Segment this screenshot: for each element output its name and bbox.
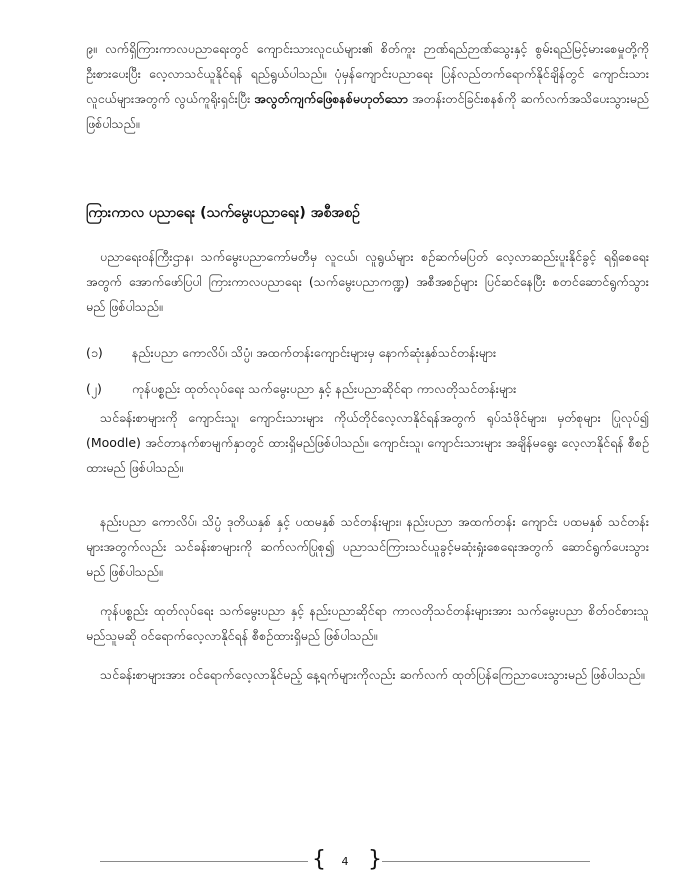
paragraph-lessons: သင်ခန်းစာများကို ကျောင်းသူ၊ ကျောင်းသားများ ကိုယ်တိုင်လေ့လာနိုင်ရန်အတွက် ရုပ်သံဖိုင်များ၊ မှတ်စုများ ပြုလုပ်၍ (Moodle) အင်တာနက်စာမျက်နှာတွင် ထားရှိမည်ဖြစ်ပါသည်။ ကျောင်းသူ၊ ကျောင်းသားများ အချိန်မရွေး လေ့လာနိုင်ရန် စီစဉ်ထားမည် ဖြစ်ပါသည်။	[86, 410, 649, 475]
list-item-number: (၂)	[86, 381, 102, 396]
footer-rule-left	[100, 861, 308, 862]
paragraph-short-courses: ကုန်ပစ္စည်း ထုတ်လုပ်ရေး သက်မွေးပညာ နှင့် နည်းပညာဆိုင်ရာ ကာလတိုသင်တန်းများအား သက်မွေးပညာ စိတ်ဝင်စားသူ မည်သူမဆို ဝင်ရောက်လေ့လာနိုင်ရန် စီစဉ်ထားရှိမည် ဖြစ်ပါသည်။	[86, 603, 649, 643]
paragraph-9	[86, 36, 649, 136]
paragraph-courses: နည်းပညာ ကောလိပ်၊ သိပ္ပံ ဒုတိယနှစ် နှင့် ပထမနှစ် သင်တန်းများ၊ နည်းပညာ အထက်တန်း ကျောင်း ပထမနှစ် သင်တန်းများအတွက်လည်း သင်ခန်းစာများကို ဆက်လက်ပြုစု၍ ပညာသင်ကြားသင်ယူခွင့်မဆုံးရှုံးစေရေးအတွက် ဆောင်ရွက်ပေးသွားမည် ဖြစ်ပါသည်။	[86, 514, 649, 579]
list-item-number: (၁)	[86, 345, 103, 360]
paragraph-intro: ပညာရေးဝန်ကြီးဌာန၊ သက်မွေးပညာကော်မတီမှ လူငယ်၊ လူရွယ်များ စဉ်ဆက်မပြတ် လေ့လာဆည်းပူးနိုင်ခွင့် ရရှိစေရေးအတွက် အောက်ဖော်ပြပါ ကြားကာလပညာရေး (သက်မွေးပညာကဏ္ဍ) အစီအစဉ်များ ပြင်ဆင်နေပြီး စတင်ဆောင်ရွက်သွားမည် ဖြစ်ပါသည်။	[86, 249, 649, 314]
footer-brace-right: }	[368, 847, 382, 872]
page-footer	[100, 847, 590, 874]
list-item-text: နည်းပညာ ကောလိပ်၊ သိပ္ပံ၊ အထက်တန်းကျောင်းများမှ နောက်ဆုံးနှစ်သင်တန်းများ	[132, 345, 497, 360]
footer-rule-right	[382, 861, 590, 862]
paragraph-9-bold: အလွတ်ကျက်ဖြေစနစ်မဟုတ်သော	[254, 91, 408, 106]
paragraph-9-end: အတန်းတင်ခြင်းစနစ်ကို ဆက်လက်အသိပေးသွားမည် ဖြစ်ပါသည်။	[86, 91, 649, 131]
paragraph-dates: သင်ခန်းစာများအား ဝင်ရောက်လေ့လာနိုင်မည့် နေ့ရက်များကိုလည်း ဆက်လက် ထုတ်ပြန်ကြေညာပေးသွားမည် ဖြစ်ပါသည်။	[100, 667, 645, 682]
list-item-text: ကုန်ပစ္စည်း ထုတ်လုပ်ရေး သက်မွေးပညာ နှင့် နည်းပညာဆိုင်ရာ ကာလတိုသင်တန်းများ	[132, 381, 517, 396]
page-number: 4	[341, 855, 349, 868]
section-heading: ကြားကာလ ပညာရေး (သက်မွေးပညာရေး) အစီအစဉ်	[86, 205, 360, 221]
paragraph-9-text: ၉။ လက်ရှိကြားကာလပညာရေးတွင် ကျောင်းသားလူငယ်များ၏ စိတ်ကူး ဉာဏ်ရည်ဉာဏ်သွေးနှင့် စွမ်းရည်မြင့်မားစေမှုတို့ကို ဦးစားပေးပြီး လေ့လာသင်ယူနိုင်ရန် ရည်ရွယ်ပါသည်။ ပုံမှန်ကျောင်းပညာရေး ပြန်လည်တက်ရောက်နိုင်ချိန်တွင် ကျောင်းသားလူငယ်များအတွက် လွယ်ကူရိုးရှင်းပြီး	[86, 41, 649, 106]
footer-brace-left: {	[312, 847, 326, 872]
